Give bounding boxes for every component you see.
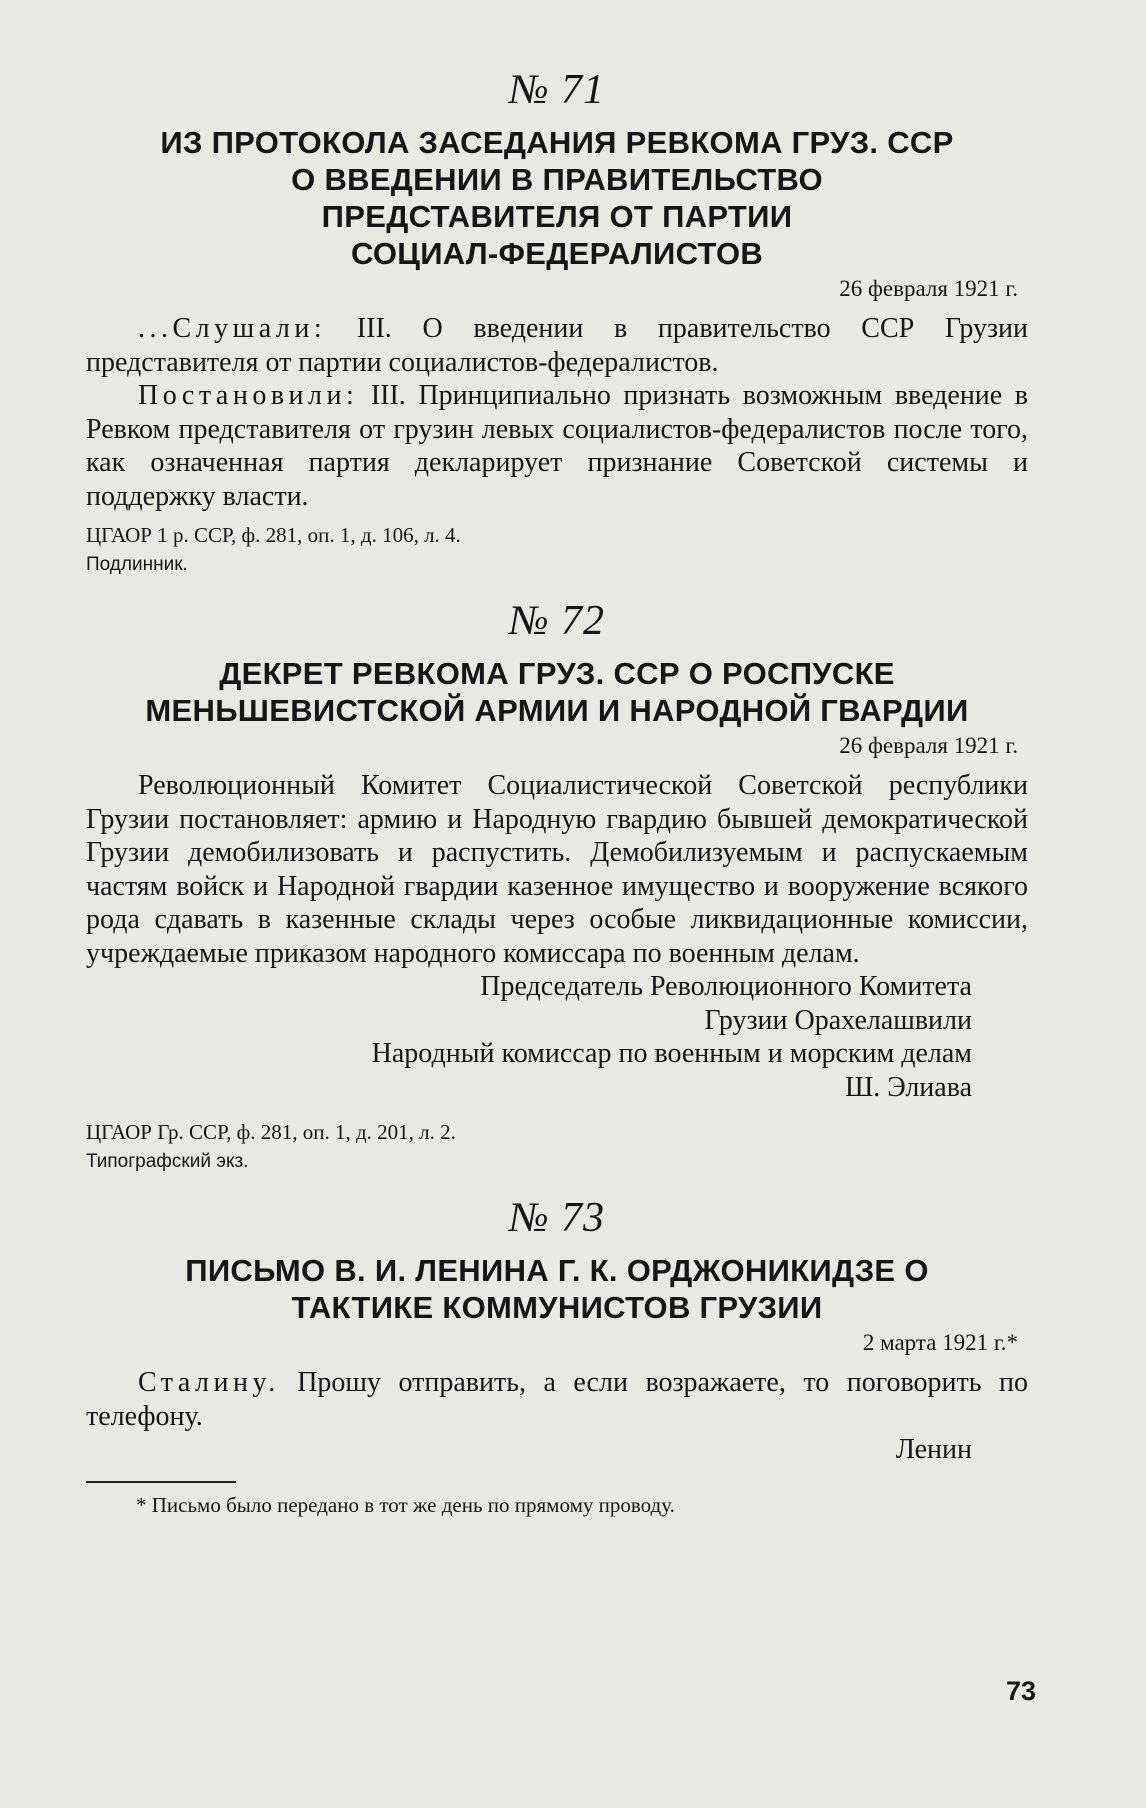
document-72 [86, 593, 1028, 1176]
page-number: 73 [1005, 1676, 1036, 1706]
document-date: 26 февраля 1921 г. [839, 733, 1018, 758]
document-title [86, 124, 1028, 272]
letter-body [86, 1366, 1028, 1433]
document-title [86, 1252, 1028, 1326]
source-type: Типографский экз. [86, 1151, 249, 1172]
document-73 [86, 1190, 1028, 1519]
signature-line: Ш. Элиава [844, 1071, 972, 1103]
signature-line: Народный комиссар по военным и морским делам [371, 1038, 972, 1069]
signature-line: Грузии Орахелашвили [704, 1004, 972, 1036]
document-title [86, 655, 1028, 729]
archive-reference: ЦГАОР 1 р. ССР, ф. 281, оп. 1, д. 106, л. 4. [86, 523, 461, 547]
title-line: ПРЕДСТАВИТЕЛЯ ОТ ПАРТИИ [321, 199, 793, 234]
title-line: СОЦИАЛ-ФЕДЕРАЛИСТОВ [350, 236, 764, 271]
lead-word: Сталину. [138, 1367, 280, 1398]
title-line: ИЗ ПРОТОКОЛА ЗАСЕДАНИЯ РЕВКОМА ГРУЗ. ССР [160, 125, 954, 160]
title-line: ПИСЬМО В. И. ЛЕНИНА Г. К. ОРДЖОНИКИДЗЕ О [185, 1253, 929, 1288]
footnote-divider [86, 1481, 236, 1483]
lead-word: ...Слушали: [138, 313, 327, 344]
signature-line: Председатель Революционного Комитета [480, 971, 972, 1002]
lead-word: Постановили: [138, 380, 359, 411]
paragraph-text: Прошу отправить, а если возражаете, то поговорить по телефону. [86, 1367, 1028, 1432]
document-number: № 71 [508, 67, 606, 113]
source-type: Подлинник. [86, 554, 188, 575]
document-71 [86, 62, 1028, 579]
document-number: № 73 [508, 1195, 606, 1241]
text-column [86, 62, 1028, 1519]
title-line: ТАКТИКЕ КОММУНИСТОВ ГРУЗИИ [291, 1290, 823, 1325]
document-number: № 72 [508, 598, 606, 644]
document-date: 26 февраля 1921 г. [839, 276, 1018, 301]
paragraph-resolved [86, 379, 1028, 513]
title-line: О ВВЕДЕНИИ В ПРАВИТЕЛЬСТВО [291, 162, 823, 197]
paragraph-text: III. О введении в правительство ССР Грузии представителя от партии социалистов-федералистов. [86, 313, 1028, 378]
decree-body: Революционный Комитет Социалистической Советской республики Грузии постановляет: армию и Народную гвардию бывшей демократической Грузии демобилизовать и распустить. Демобилизуемым и распускаемым частям войск и Народной гвардии казенное имущество и вооружение всякого рода сдавать в казенные склады через особые ликвидационные комиссии, учреждаемые приказом народного комиссара по военным делам. [86, 770, 1028, 969]
signature-line: Ленин [895, 1434, 972, 1465]
paragraph-text: III. Принципиально признать возможным введение в Ревком представителя от грузин левых социалистов-федералистов после того, как означенная партия декларирует признание Советской системы и поддержку власти. [86, 380, 1028, 512]
title-line: ДЕКРЕТ РЕВКОМА ГРУЗ. ССР О РОСПУСКЕ [219, 656, 895, 691]
archive-reference: ЦГАОР Гр. ССР, ф. 281, оп. 1, д. 201, л. 2. [86, 1120, 456, 1144]
paragraph-heard [86, 312, 1028, 379]
title-line: МЕНЬШЕВИСТСКОЙ АРМИИ И НАРОДНОЙ ГВАРДИИ [145, 693, 969, 728]
footnote: * Письмо было передано в тот же день по прямому проводу. [136, 1492, 675, 1517]
document-date: 2 марта 1921 г.* [862, 1330, 1018, 1355]
